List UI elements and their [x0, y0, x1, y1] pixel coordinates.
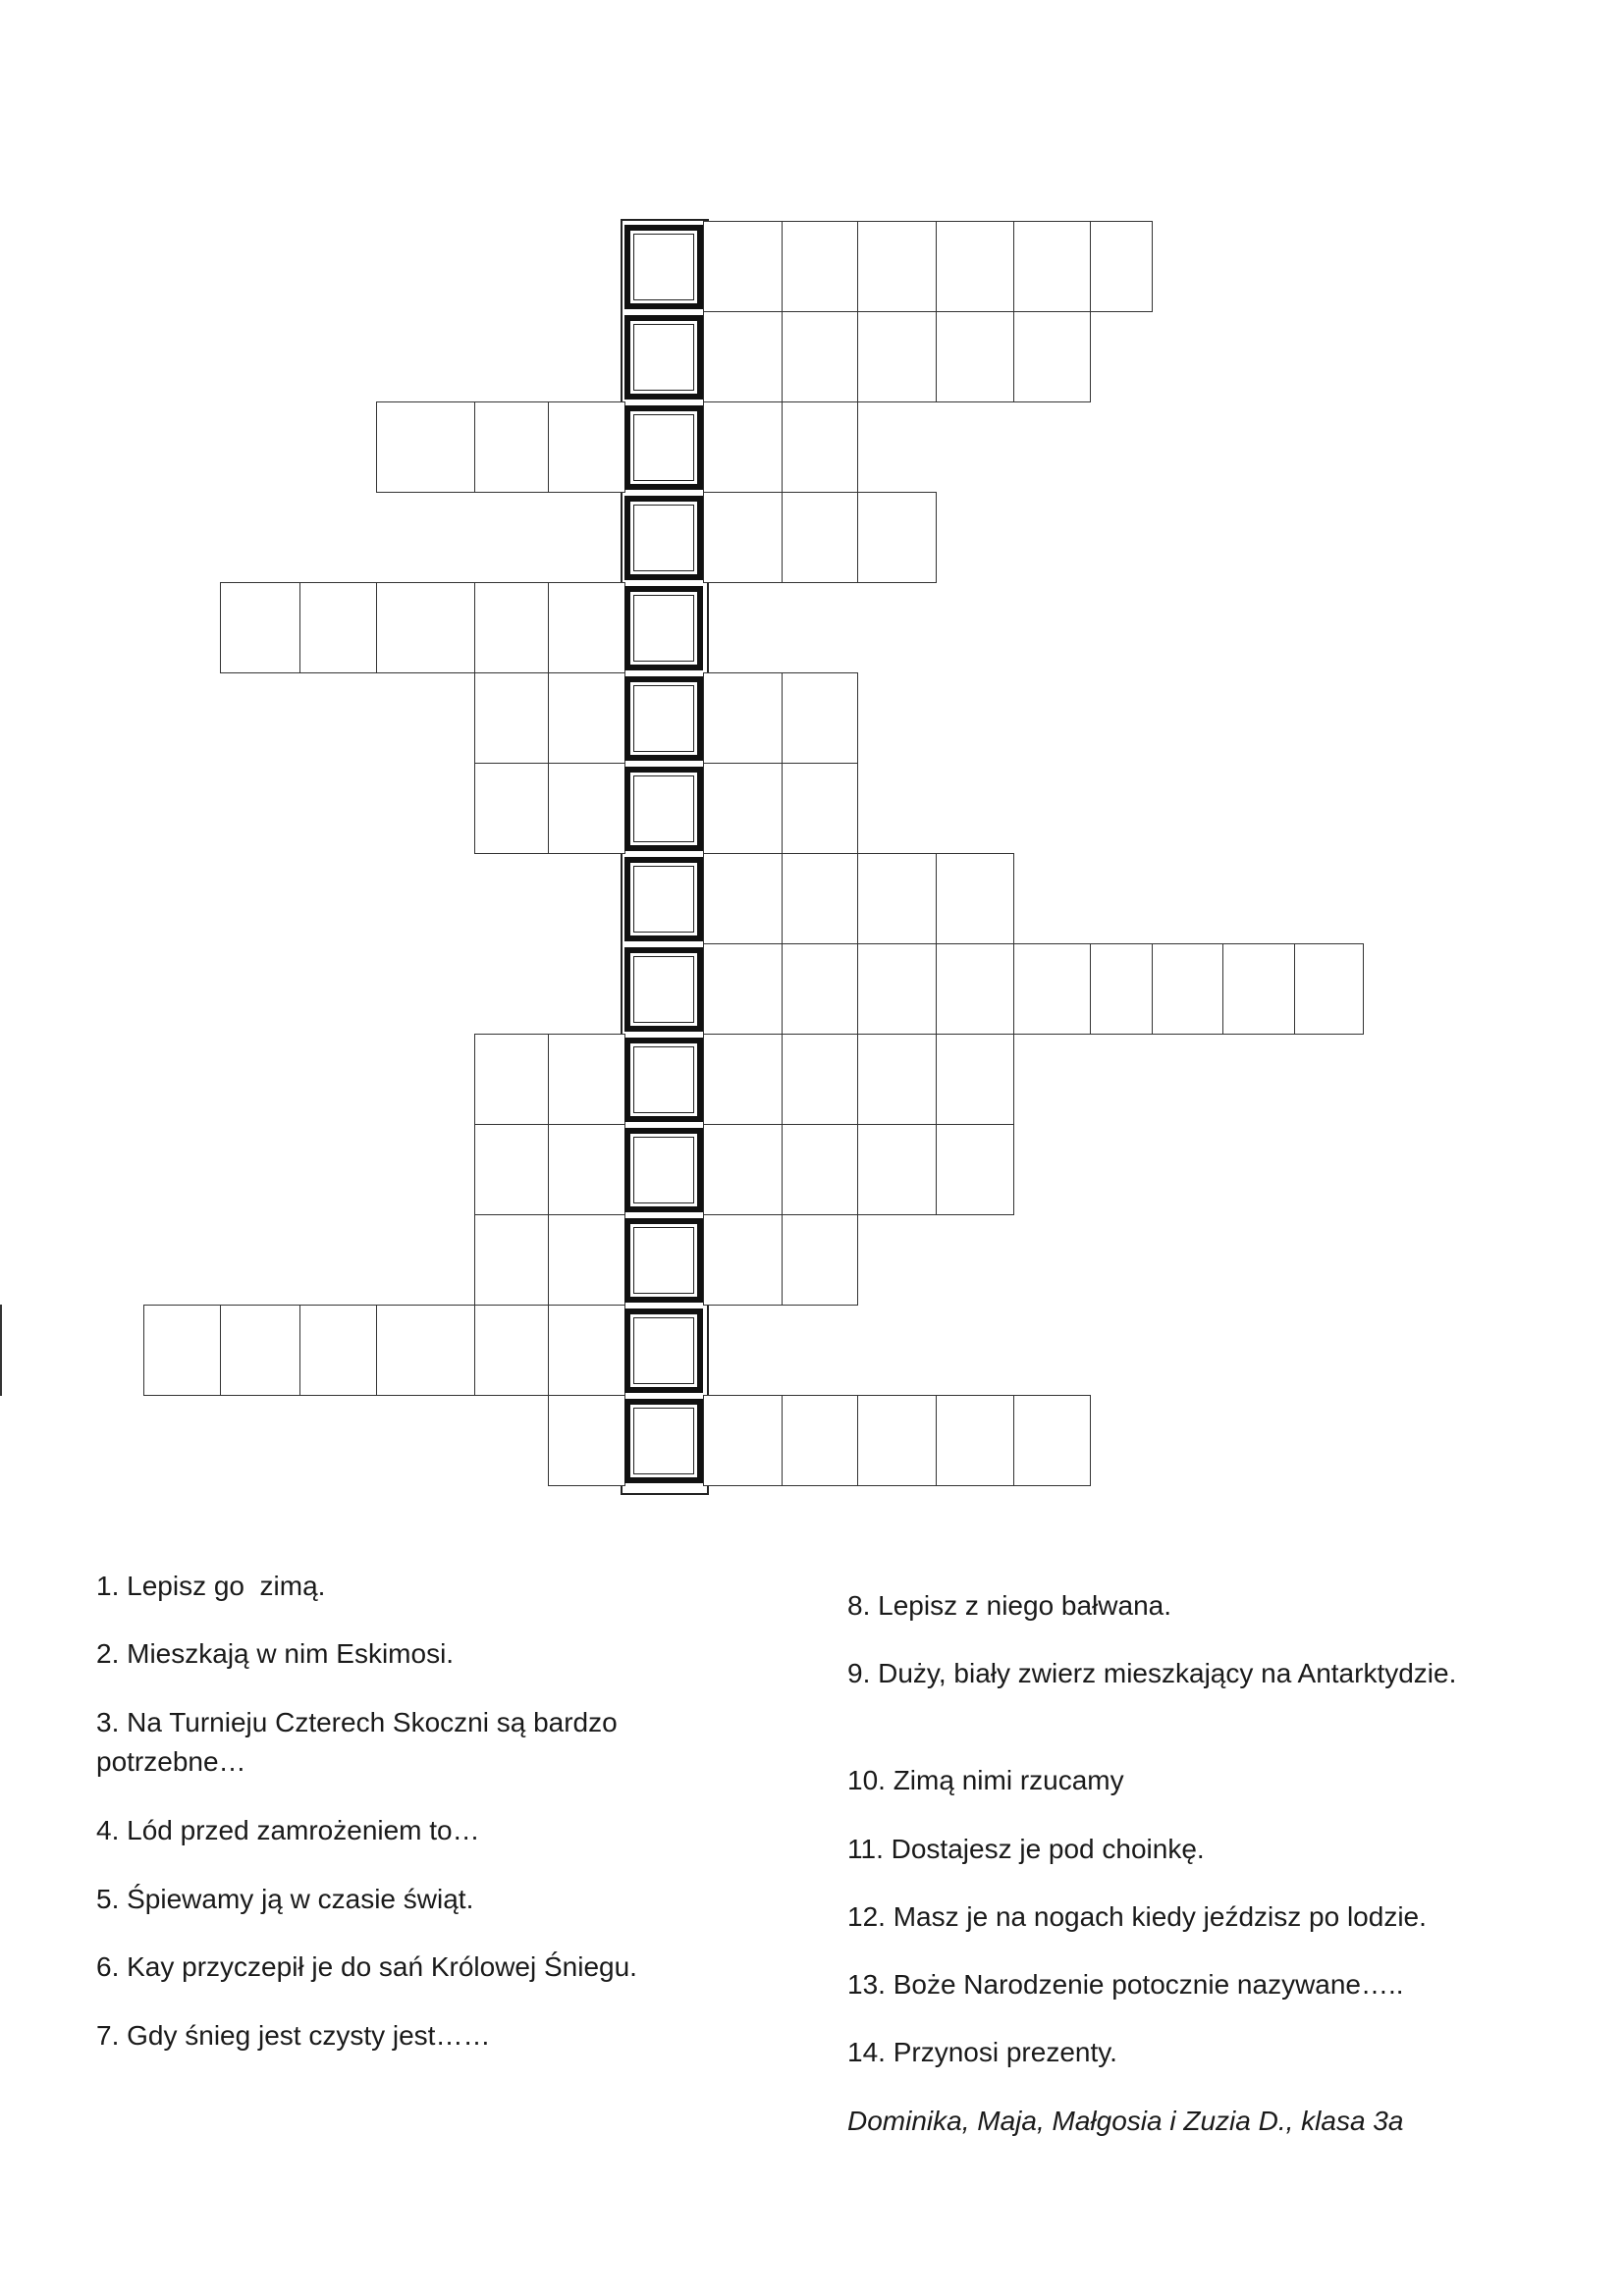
clue-2: 2. Mieszkają w nim Eskimosi.	[96, 1638, 455, 1669]
crossword-cell[interactable]	[782, 672, 858, 764]
crossword-cell[interactable]	[857, 1034, 937, 1125]
crossword-key-cell[interactable]	[624, 1399, 703, 1483]
crossword-key-cell[interactable]	[624, 857, 703, 941]
crossword-cell[interactable]	[782, 763, 858, 854]
crossword-key-cell[interactable]	[624, 496, 703, 580]
crossword-cell[interactable]	[857, 221, 937, 312]
crossword-cell[interactable]	[474, 1214, 549, 1306]
crossword-cell[interactable]	[703, 221, 783, 312]
clue-13: 13. Boże Narodzenie potocznie nazywane…..	[847, 1969, 1404, 2000]
crossword-cell[interactable]	[782, 943, 858, 1035]
crossword-cell[interactable]	[936, 311, 1014, 402]
crossword-cell[interactable]	[548, 1034, 625, 1125]
crossword-key-cell[interactable]	[624, 767, 703, 851]
crossword-cell[interactable]	[857, 1124, 937, 1215]
crossword-cell[interactable]	[936, 221, 1014, 312]
crossword-cell[interactable]	[1090, 943, 1153, 1035]
crossword-key-cell[interactable]	[624, 405, 703, 490]
crossword-cell[interactable]	[936, 1034, 1014, 1125]
crossword-cell[interactable]	[548, 1395, 625, 1486]
crossword-cell[interactable]	[1013, 221, 1091, 312]
crossword-cell[interactable]	[299, 582, 377, 673]
clue-6: 6. Kay przyczepił je do sań Królowej Śniegu.	[96, 1951, 637, 1982]
crossword-cell[interactable]	[782, 492, 858, 583]
crossword-cell[interactable]	[936, 1395, 1014, 1486]
clue-4: 4. Lód przed zamrożeniem to…	[96, 1815, 480, 1845]
crossword-cell[interactable]	[474, 1305, 549, 1396]
crossword-cell[interactable]	[548, 401, 625, 493]
crossword-cell[interactable]	[782, 1214, 858, 1306]
crossword-cell[interactable]	[857, 853, 937, 944]
clue-11: 11. Dostajesz je pod choinkę.	[847, 1834, 1205, 1864]
crossword-key-cell[interactable]	[624, 315, 703, 400]
crossword-cell[interactable]	[1013, 1395, 1091, 1486]
crossword-cell[interactable]	[1294, 943, 1364, 1035]
crossword-cell[interactable]	[376, 1305, 475, 1396]
clue-10: 10. Zimą nimi rzucamy	[847, 1765, 1124, 1795]
crossword-cell[interactable]	[548, 672, 625, 764]
crossword-cell[interactable]	[782, 311, 858, 402]
clue-12: 12. Masz je na nogach kiedy jeździsz po lodzie.	[847, 1901, 1427, 1932]
crossword-cell[interactable]	[936, 853, 1014, 944]
clue-3: 3. Na Turnieju Czterech Skoczni są bardzo potrzebne…	[96, 1707, 625, 1777]
crossword-cell[interactable]	[220, 1305, 300, 1396]
crossword-cell[interactable]	[1013, 943, 1091, 1035]
crossword-cell[interactable]	[474, 1124, 549, 1215]
crossword-cell[interactable]	[376, 401, 475, 493]
clue-8: 8. Lepisz z niego bałwana.	[847, 1590, 1171, 1621]
crossword-cell[interactable]	[857, 943, 937, 1035]
crossword-key-cell[interactable]	[624, 586, 703, 670]
crossword-cell[interactable]	[220, 582, 300, 673]
crossword-cell[interactable]	[857, 1395, 937, 1486]
crossword-cell[interactable]	[548, 582, 625, 673]
crossword-cell[interactable]	[782, 853, 858, 944]
crossword-cell[interactable]	[703, 1124, 783, 1215]
clue-5: 5. Śpiewamy ją w czasie świąt.	[96, 1884, 474, 1914]
crossword-cell[interactable]	[703, 943, 783, 1035]
crossword-cell[interactable]	[857, 492, 937, 583]
crossword-cell[interactable]	[782, 221, 858, 312]
crossword-cell[interactable]	[782, 401, 858, 493]
crossword-cell[interactable]	[703, 1034, 783, 1125]
crossword-cell[interactable]	[548, 1124, 625, 1215]
crossword-cell[interactable]	[548, 1214, 625, 1306]
crossword-key-cell[interactable]	[624, 225, 703, 309]
crossword-key-cell[interactable]	[624, 1308, 703, 1393]
crossword-key-cell[interactable]	[624, 1038, 703, 1122]
crossword-cell[interactable]	[703, 401, 783, 493]
crossword-cell[interactable]	[1090, 221, 1153, 312]
crossword-cell[interactable]	[1013, 311, 1091, 402]
crossword-cell[interactable]	[299, 1305, 377, 1396]
crossword-cell[interactable]	[0, 1305, 2, 1396]
crossword-cell[interactable]	[376, 582, 475, 673]
crossword-cell[interactable]	[936, 943, 1014, 1035]
crossword-key-cell[interactable]	[624, 1128, 703, 1212]
credit-line: Dominika, Maja, Małgosia i Zuzia D., klasa 3a	[847, 2106, 1404, 2136]
crossword-cell[interactable]	[474, 672, 549, 764]
clue-1: 1. Lepisz go zimą.	[96, 1571, 326, 1601]
crossword-cell[interactable]	[703, 311, 783, 402]
crossword-cell[interactable]	[703, 1214, 783, 1306]
crossword-cell[interactable]	[548, 763, 625, 854]
crossword-cell[interactable]	[143, 1305, 221, 1396]
clue-9: 9. Duży, biały zwierz mieszkający na Antarktydzie.	[847, 1658, 1457, 1688]
crossword-cell[interactable]	[782, 1034, 858, 1125]
crossword-cell[interactable]	[1152, 943, 1223, 1035]
crossword-cell[interactable]	[703, 1395, 783, 1486]
clue-7: 7. Gdy śnieg jest czysty jest……	[96, 2020, 491, 2051]
crossword-cell[interactable]	[474, 763, 549, 854]
crossword-cell[interactable]	[548, 1305, 625, 1396]
clue-14: 14. Przynosi prezenty.	[847, 2037, 1117, 2067]
crossword-cell[interactable]	[703, 853, 783, 944]
crossword-key-cell[interactable]	[624, 676, 703, 761]
crossword-cell[interactable]	[936, 1124, 1014, 1215]
crossword-key-cell[interactable]	[624, 947, 703, 1032]
crossword-cell[interactable]	[782, 1124, 858, 1215]
crossword-cell[interactable]	[474, 401, 549, 493]
crossword-cell[interactable]	[703, 492, 783, 583]
crossword-cell[interactable]	[782, 1395, 858, 1486]
crossword-cell[interactable]	[474, 1034, 549, 1125]
crossword-cell[interactable]	[857, 311, 937, 402]
crossword-cell[interactable]	[703, 672, 783, 764]
crossword-cell[interactable]	[1222, 943, 1295, 1035]
crossword-cell[interactable]	[474, 582, 549, 673]
crossword-key-cell[interactable]	[624, 1218, 703, 1303]
crossword-cell[interactable]	[703, 763, 783, 854]
